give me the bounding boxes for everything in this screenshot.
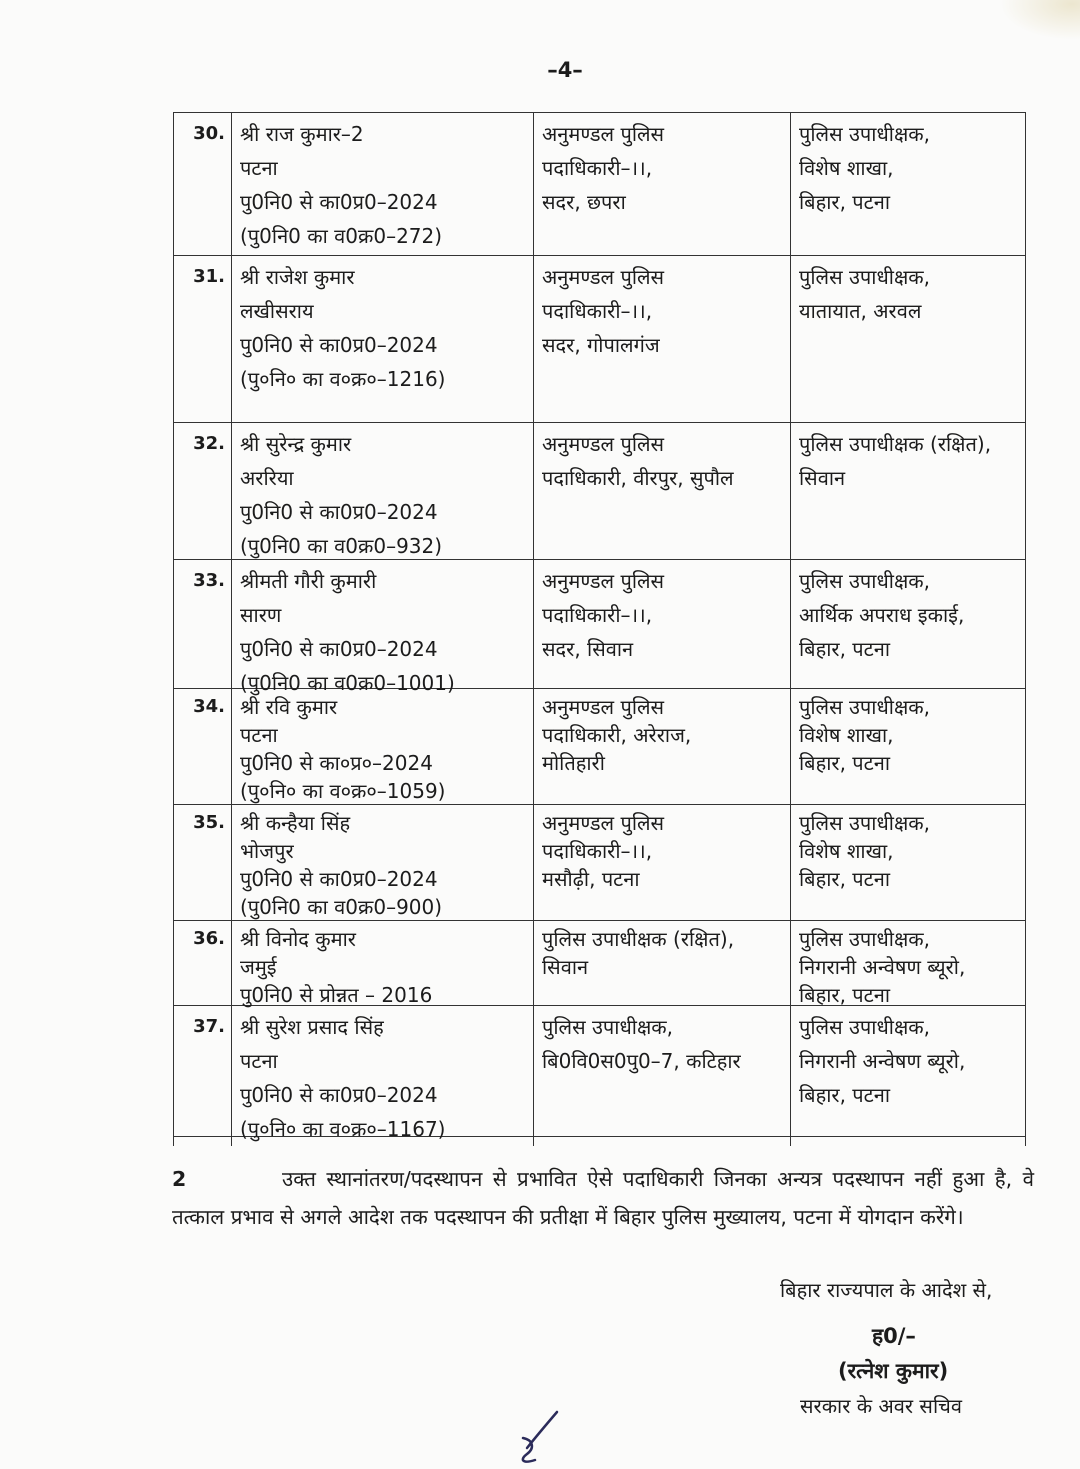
current-posting-line: अनुमण्डल पुलिस <box>542 265 665 289</box>
table-row <box>173 255 1026 422</box>
current-posting-line: सिवान <box>542 955 589 979</box>
table-row <box>173 112 1026 255</box>
table-row <box>173 422 1026 559</box>
serial-number: 33. <box>173 560 231 700</box>
new-posting-line: बिहार, पटना <box>799 751 891 775</box>
new-posting <box>790 113 1026 255</box>
paper-stain <box>1000 0 1080 40</box>
new-posting-line: पुलिस उपाधीक्षक, <box>799 927 931 951</box>
new-posting-line: बिहार, पटना <box>799 983 891 1007</box>
officer-details-line: पु0नि0 से का0प्र0–2024 <box>240 500 438 524</box>
new-posting-line: निगरानी अन्वेषण ब्यूरो, <box>799 1049 966 1073</box>
current-posting <box>533 423 790 563</box>
officer-details-line: भोजपुर <box>240 839 294 863</box>
signature-mark: ह0/– <box>872 1324 916 1348</box>
new-posting <box>790 423 1026 563</box>
new-posting <box>790 560 1026 700</box>
new-posting <box>790 805 1026 921</box>
officer-details-line: जमुई <box>240 955 277 979</box>
officer-details-line: लखीसराय <box>240 299 314 323</box>
officer-details-line: (पु०नि० का व०क्र०–1167) <box>240 1117 446 1141</box>
new-posting <box>790 689 1026 805</box>
officer-details-line: अररिया <box>240 466 294 490</box>
current-posting-line: पदाधिकारी, अरेराज, <box>542 723 692 747</box>
current-posting-line: पदाधिकारी–।।, <box>542 299 653 323</box>
paragraph-number: 2 <box>172 1167 187 1191</box>
new-posting-line: यातायात, अरवल <box>799 299 922 323</box>
new-posting-line: पुलिस उपाधीक्षक, <box>799 122 931 146</box>
officer-details-line: (पु0नि0 का व0क्र0–272) <box>240 224 443 248</box>
officer-details <box>231 1006 533 1146</box>
new-posting-line: पुलिस उपाधीक्षक, <box>799 695 931 719</box>
table-row <box>173 804 1026 920</box>
current-posting-line: सदर, गोपालगंज <box>542 333 660 357</box>
officer-details-line: श्री कन्हैया सिंह <box>240 811 351 835</box>
officer-details-line: श्री विनोद कुमार <box>240 927 356 951</box>
paragraph-2 <box>172 1160 1034 1236</box>
current-posting-line: मसौढ़ी, पटना <box>542 867 640 891</box>
officer-details-line: पु0नि0 से प्रोन्नत – 2016 <box>240 983 433 1007</box>
current-posting-line: अनुमण्डल पुलिस <box>542 432 665 456</box>
officer-details-line: पटना <box>240 156 278 180</box>
officer-details-line: सारण <box>240 603 282 627</box>
officer-details <box>231 921 533 1009</box>
current-posting <box>533 256 790 422</box>
current-posting-line: पदाधिकारी–।।, <box>542 603 653 627</box>
officer-details-line: (पु०नि० का व०क्र०–1216) <box>240 367 446 391</box>
officer-details-line: (पु०नि० का व०क्र०–1059) <box>240 779 446 803</box>
new-posting-line: सिवान <box>799 466 846 490</box>
officer-details-line: पु0नि0 से का0प्र0–2024 <box>240 637 438 661</box>
new-posting-line: बिहार, पटना <box>799 637 891 661</box>
current-posting <box>533 805 790 921</box>
officer-details-line: श्री राज कुमार–2 <box>240 122 364 146</box>
officer-details <box>231 805 533 921</box>
new-posting-line: पुलिस उपाधीक्षक, <box>799 1015 931 1039</box>
new-posting-line: पुलिस उपाधीक्षक (रक्षित), <box>799 432 992 456</box>
officer-details-line: पु0नि0 से का0प्र0–2024 <box>240 867 438 891</box>
new-posting-line: पुलिस उपाधीक्षक, <box>799 569 931 593</box>
serial-number: 31. <box>173 256 231 422</box>
new-posting-line: पुलिस उपाधीक्षक, <box>799 811 931 835</box>
officer-details-line: (पु0नि0 का व0क्र0–900) <box>240 895 443 919</box>
officer-details <box>231 423 533 563</box>
serial-number: 32. <box>173 423 231 563</box>
current-posting-line: अनुमण्डल पुलिस <box>542 811 665 835</box>
table-row <box>173 1005 1026 1141</box>
page-number: –4– <box>547 58 583 82</box>
table-row <box>173 559 1026 695</box>
officer-details <box>231 256 533 422</box>
officer-details-line: श्री सुरेश प्रसाद सिंह <box>240 1015 384 1039</box>
serial-number: 35. <box>173 805 231 921</box>
serial-number: 34. <box>173 689 231 805</box>
officer-details-line: श्री राजेश कुमार <box>240 265 355 289</box>
current-posting <box>533 1006 790 1146</box>
current-posting-line: पुलिस उपाधीक्षक, <box>542 1015 674 1039</box>
officer-details-line: श्री सुरेन्द्र कुमार <box>240 432 352 456</box>
officer-details-line: श्री रवि कुमार <box>240 695 338 719</box>
signatory-designation: सरकार के अवर सचिव <box>800 1394 962 1418</box>
signatory-name: (रत्नेश कुमार) <box>838 1359 949 1383</box>
new-posting-line: बिहार, पटना <box>799 1083 891 1107</box>
officer-details-line: पटना <box>240 1049 278 1073</box>
officer-details-line: पु0नि0 से का0प्र0–2024 <box>240 333 438 357</box>
new-posting-line: विशेष शाखा, <box>799 839 894 863</box>
new-posting-line: विशेष शाखा, <box>799 723 894 747</box>
current-posting <box>533 560 790 700</box>
table-row <box>173 920 1026 1005</box>
officer-details <box>231 689 533 805</box>
current-posting-line: सदर, सिवान <box>542 637 634 661</box>
new-posting-line: निगरानी अन्वेषण ब्यूरो, <box>799 955 966 979</box>
current-posting-line: मोतिहारी <box>542 751 605 775</box>
handwritten-initial <box>505 1408 575 1468</box>
serial-number: 36. <box>173 921 231 1009</box>
current-posting-line: अनुमण्डल पुलिस <box>542 122 665 146</box>
officer-details <box>231 113 533 255</box>
current-posting-line: अनुमण्डल पुलिस <box>542 569 665 593</box>
serial-number: 37. <box>173 1006 231 1146</box>
current-posting-line: अनुमण्डल पुलिस <box>542 695 665 719</box>
officer-details <box>231 560 533 700</box>
officer-details-line: पु0नि0 से का०प्र०–2024 <box>240 751 433 775</box>
order-line: बिहार राज्यपाल के आदेश से, <box>780 1278 993 1302</box>
current-posting-line: पदाधिकारी, वीरपुर, सुपौल <box>542 466 734 490</box>
new-posting-line: बिहार, पटना <box>799 190 891 214</box>
officer-details-line: (पु0नि0 का व0क्र0–1001) <box>240 671 455 695</box>
officer-details-line: (पु0नि0 का व0क्र0–932) <box>240 534 443 558</box>
serial-number: 30. <box>173 113 231 255</box>
new-posting-line: बिहार, पटना <box>799 867 891 891</box>
current-posting <box>533 921 790 1009</box>
table-row <box>173 688 1026 804</box>
paragraph-text: उक्त स्थानांतरण/पदस्थापन से प्रभावित ऐसे पदाधिकारी जिनका अन्यत्र पदस्थापन नहीं हुआ है, वे तत्काल प्रभाव से अगले आदेश तक पदस्थापन की प्रतीक्षा में बिहार पुलिस मुख्यालय, पटना में योगदान करेंगे। <box>172 1167 1034 1229</box>
current-posting-line: पदाधिकारी–।।, <box>542 839 653 863</box>
new-posting-line: पुलिस उपाधीक्षक, <box>799 265 931 289</box>
transfer-table <box>173 112 1026 1141</box>
officer-details-line: पटना <box>240 723 278 747</box>
new-posting <box>790 921 1026 1009</box>
new-posting <box>790 1006 1026 1146</box>
current-posting <box>533 113 790 255</box>
current-posting-line: पदाधिकारी–।।, <box>542 156 653 180</box>
new-posting-line: विशेष शाखा, <box>799 156 894 180</box>
current-posting-line: सदर, छपरा <box>542 190 626 214</box>
officer-details-line: पु0नि0 से का0प्र0–2024 <box>240 190 438 214</box>
new-posting <box>790 256 1026 422</box>
officer-details-line: पु0नि0 से का0प्र0–2024 <box>240 1083 438 1107</box>
new-posting-line: आर्थिक अपराध इकाई, <box>799 603 965 627</box>
current-posting-line: बि0वि0स0पु0–7, कटिहार <box>542 1049 741 1073</box>
current-posting <box>533 689 790 805</box>
current-posting-line: पुलिस उपाधीक्षक (रक्षित), <box>542 927 735 951</box>
officer-details-line: श्रीमती गौरी कुमारी <box>240 569 377 593</box>
